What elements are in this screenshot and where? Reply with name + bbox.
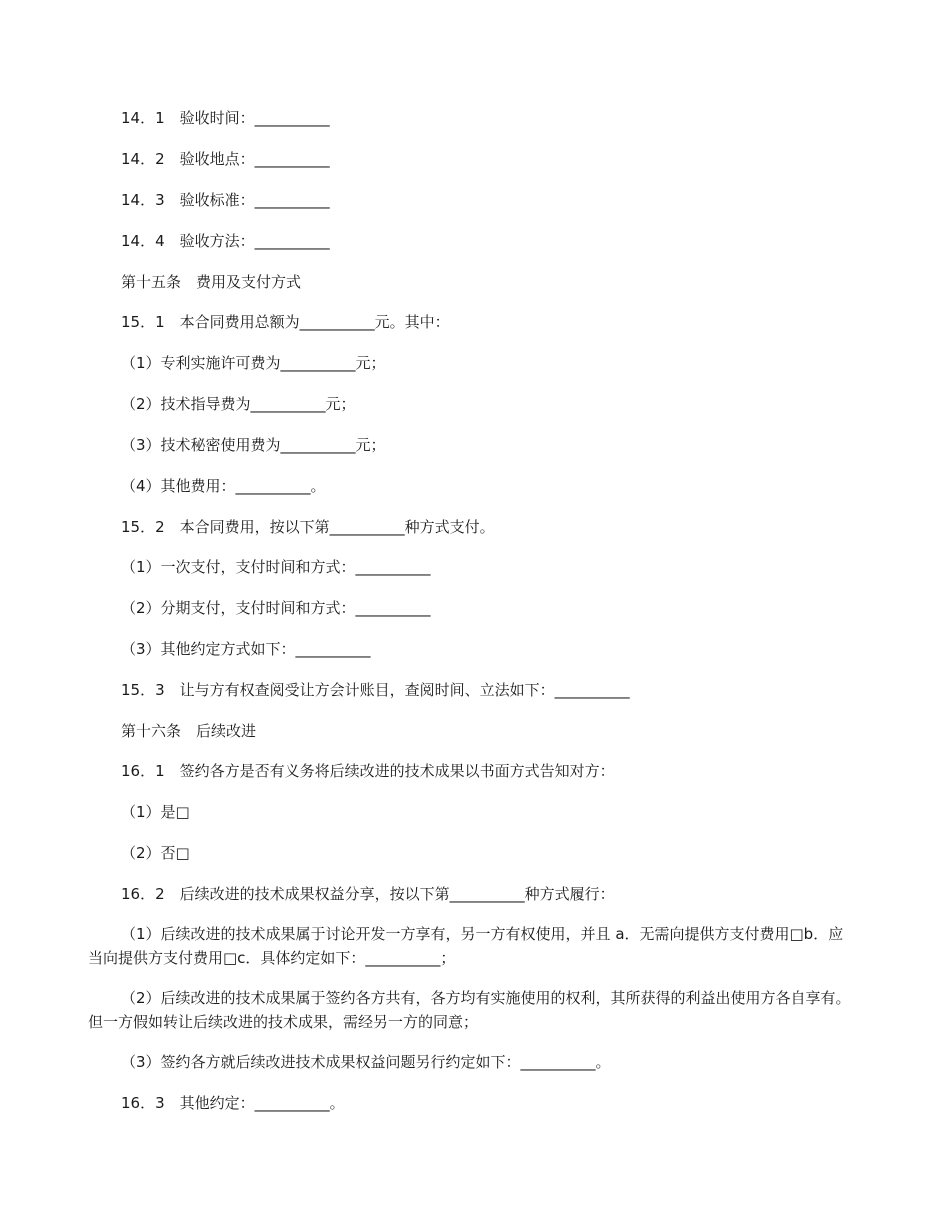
fee-item-1: （1）专利实施许可费为__________元； [121,354,386,372]
clause-15-3: 15．3 让与方有权查阅受让方会计账目，查阅时间、立法如下：__________ [121,681,630,699]
article-15-heading: 第十五条 费用及支付方式 [121,273,302,291]
fee-item-3: （3）技术秘密使用费为__________元； [121,436,386,454]
fee-item-2: （2）技术指导费为__________元； [121,395,356,413]
fee-item-4: （4）其他费用：__________。 [121,477,326,495]
payment-option-3: （3）其他约定方式如下：__________ [121,640,371,658]
benefit-option-2: （2）后续改进的技术成果属于签约各方共有，各方均有实施使用的权利，其所获得的利益出使用方各自享有。但一方假如转让后续改进的技术成果，需经另一方的同意； [88,989,851,1031]
notify-option-no: （2）否□ [121,844,190,862]
article-16-heading: 第十六条 后续改进 [121,722,257,740]
benefit-option-1: （1）后续改进的技术成果属于讨论开发一方享有，另一方有权使用，并且 a．无需向提供方支付费用□b．应当向提供方支付费用□c．具体约定如下：__________； [88,925,844,967]
clause-16-2: 16．2 后续改进的技术成果权益分享，按以下第__________种方式履行： [121,885,615,903]
clause-14-3: 14．3 验收标准：__________ [121,191,330,209]
payment-option-2: （2）分期支付，支付时间和方式：__________ [121,599,431,617]
clause-16-3: 16．3 其他约定：__________。 [121,1094,345,1112]
clause-16-1: 16．1 签约各方是否有义务将后续改进的技术成果以书面方式告知对方： [121,762,615,780]
payment-option-1: （1）一次支付，支付时间和方式：__________ [121,558,431,576]
benefit-option-3: （3）签约各方就后续改进技术成果权益问题另行约定如下：__________。 [121,1053,611,1071]
clause-14-2: 14．2 验收地点：__________ [121,150,330,168]
clause-14-4: 14．4 验收方法：__________ [121,232,330,250]
notify-option-yes: （1）是□ [121,803,190,821]
clause-15-1: 15．1 本合同费用总额为__________元。其中： [121,313,450,331]
clause-14-1: 14．1 验收时间：__________ [121,109,330,127]
clause-15-2: 15．2 本合同费用，按以下第__________种方式支付。 [121,518,495,536]
